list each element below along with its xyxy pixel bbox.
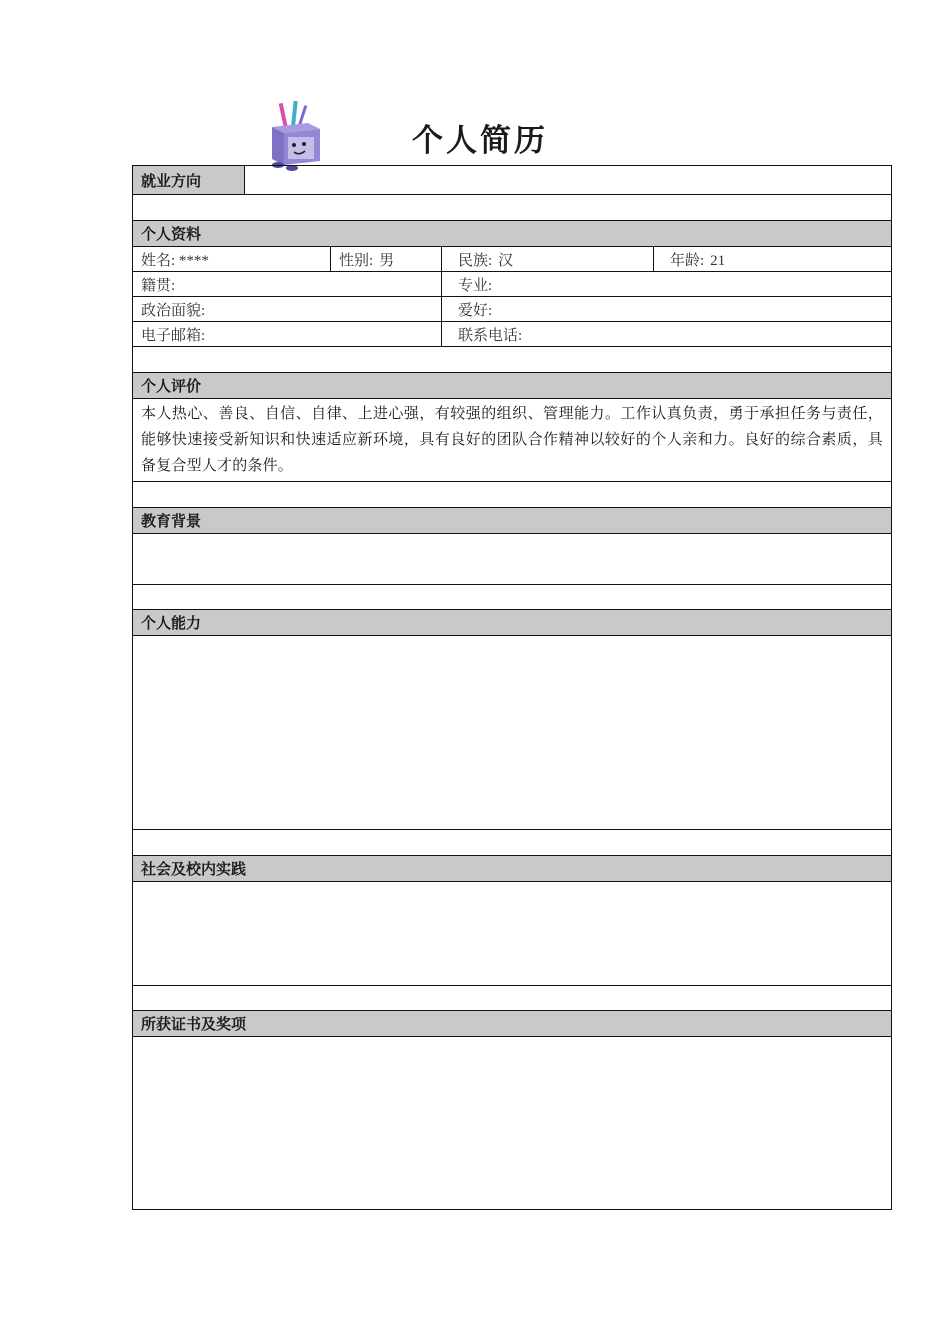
spacer-row [133,830,892,856]
ethnicity-value: 汉 [498,252,514,269]
spacer-row [133,585,892,610]
name-field[interactable] [133,247,331,272]
evaluation-heading: 个人评价 [133,373,892,399]
spacer-row [133,986,892,1011]
employment-label: 就业方向 [133,166,245,195]
awards-field[interactable] [133,1037,892,1210]
awards-content [133,1037,892,1210]
title-area [0,95,950,165]
section-header-practice [133,856,892,882]
resume-table [132,165,892,1210]
evaluation-text[interactable]: 本人热心、善良、自信、自律、上进心强，有较强的组织、管理能力。工作认真负责，勇于承担任务与责任，能够快速接受新知识和快速适应新环境，具有良好的团队合作精神以较好的个人亲和力。良好的综合素质，具备复合型人才的条件。 [133,399,892,482]
abilities-heading: 个人能力 [133,610,892,636]
section-header-personal [133,221,892,247]
spacer-row [133,195,892,221]
age-field[interactable] [654,247,892,272]
name-label: 姓名: [141,252,176,269]
employment-row [133,166,892,195]
evaluation-row [133,399,892,482]
personal-row-3 [133,297,892,322]
education-heading: 教育背景 [133,508,892,534]
phone-field[interactable]: 联系电话: [442,322,892,347]
major-field[interactable]: 专业: [442,272,892,297]
hometown-field[interactable]: 籍贯: [133,272,442,297]
page-title: 个人简历 [412,123,548,159]
awards-heading: 所获证书及奖项 [133,1011,892,1037]
spacer-row [133,482,892,508]
spacer-row [133,347,892,373]
gender-field[interactable] [331,247,442,272]
education-field[interactable] [133,534,892,585]
ethnicity-label: 民族: [458,252,493,269]
gender-label: 性别: [339,252,374,269]
practice-content [133,882,892,986]
abilities-field[interactable] [133,636,892,830]
hobby-field[interactable]: 爱好: [442,297,892,322]
practice-field[interactable] [133,882,892,986]
section-header-education [133,508,892,534]
political-field[interactable]: 政治面貌: [133,297,442,322]
personal-row-4 [133,322,892,347]
section-header-abilities [133,610,892,636]
ethnicity-field[interactable] [442,247,654,272]
personal-row-1 [133,247,892,272]
abilities-content [133,636,892,830]
section-header-evaluation [133,373,892,399]
employment-field[interactable] [245,166,892,195]
gender-value: 男 [379,252,395,269]
age-value: 21 [710,252,726,269]
practice-heading: 社会及校内实践 [133,856,892,882]
section-header-awards [133,1011,892,1037]
age-label: 年龄: [670,252,705,269]
name-value: **** [178,252,209,269]
book-pencils-logo-icon [262,99,324,171]
education-content [133,534,892,585]
personal-heading: 个人资料 [133,221,892,247]
personal-row-2 [133,272,892,297]
email-field[interactable]: 电子邮箱: [133,322,442,347]
